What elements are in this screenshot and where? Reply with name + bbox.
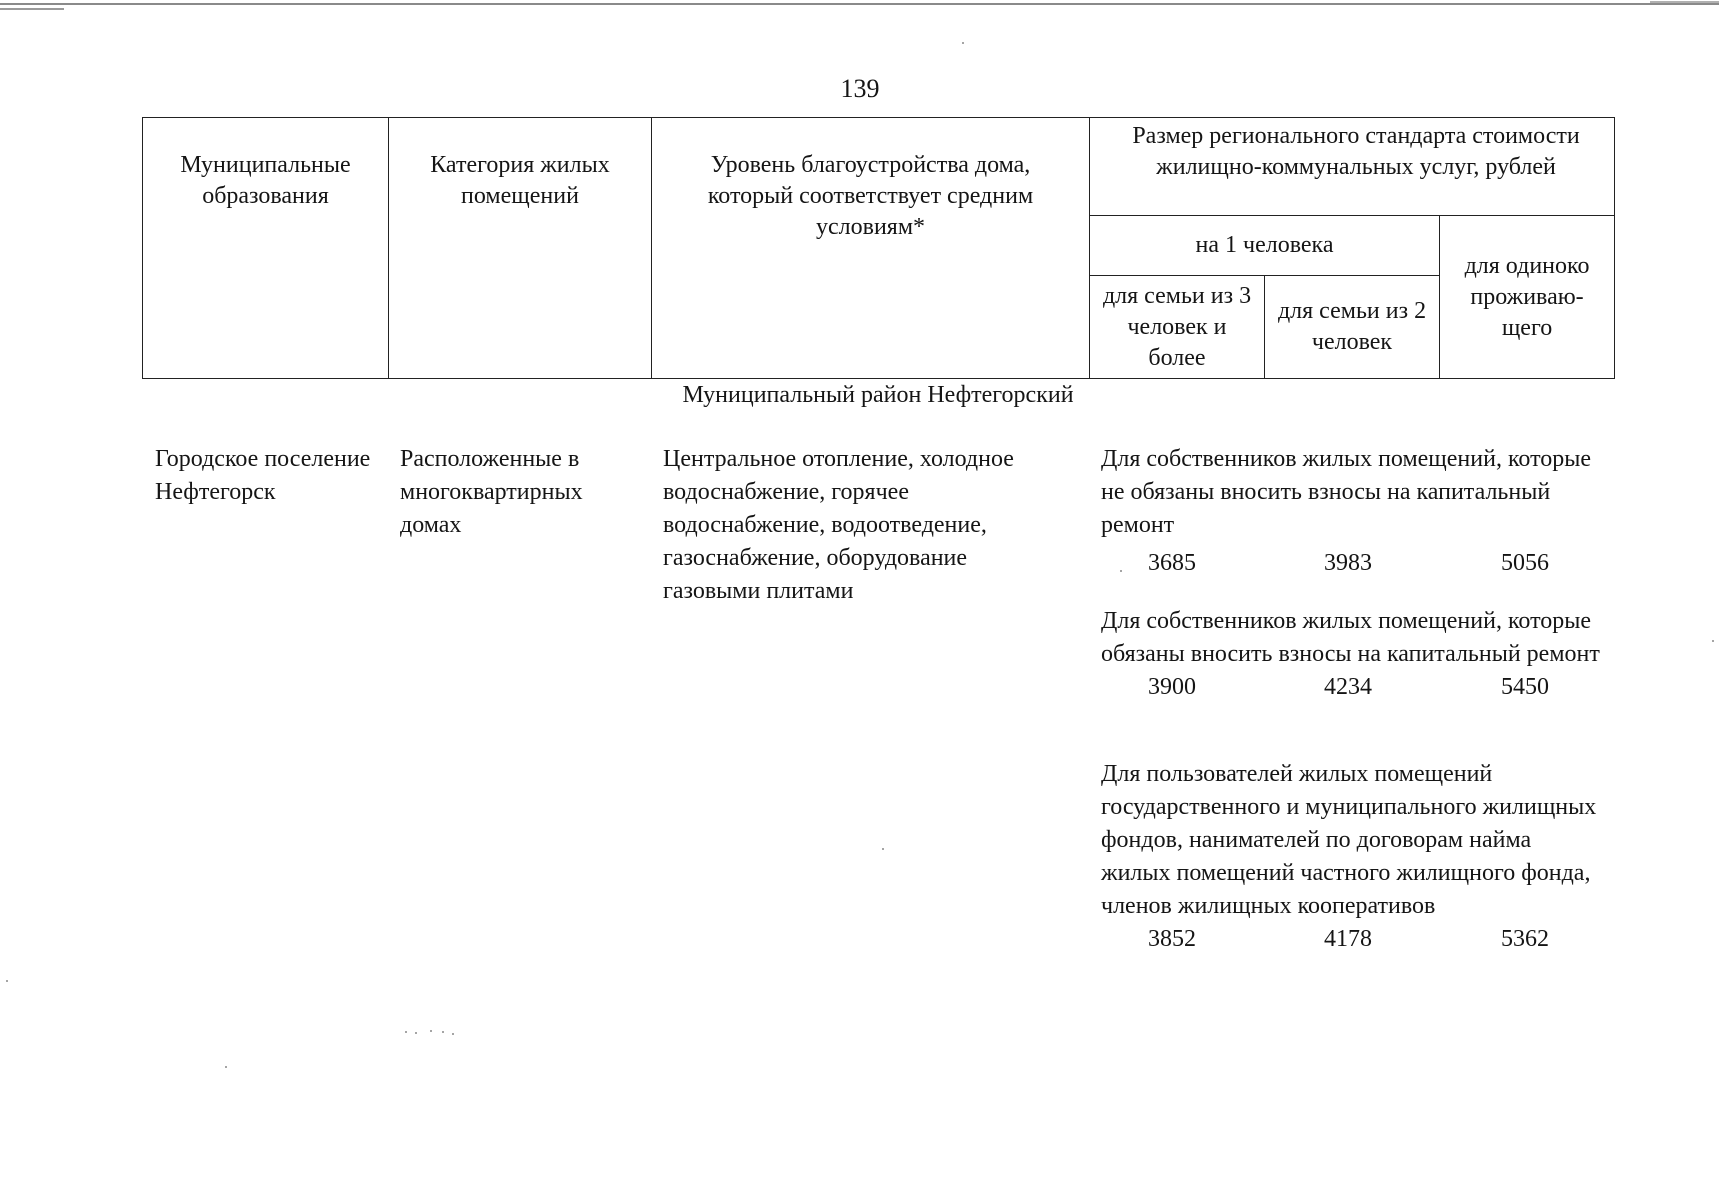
group-label: Для собственников жилых помещений, которые обязаны вносить взносы на капитальный ремонт [1101, 608, 1600, 667]
header-municipality: Муниципальные образования [143, 118, 389, 379]
header-per-person: на 1 человека [1090, 216, 1440, 276]
header-family-2: для семьи из 2 человек [1265, 276, 1440, 379]
header-table [142, 117, 1615, 379]
header-level: Уровень благоустройства дома, который соответствует средним условиям* [652, 118, 1090, 379]
scan-speck [452, 1033, 454, 1035]
scan-speck [405, 1031, 407, 1033]
value-family-3: 3852 [1148, 926, 1196, 952]
scan-speck [1712, 640, 1714, 642]
scan-speck [882, 848, 884, 850]
value-family-3: 3900 [1148, 674, 1196, 700]
scan-speck [430, 1030, 432, 1032]
group-label: Для пользователей жилых помещений государственного и муниципального жилищных фондов, нанимателей по договорам найма жилых помещений частного жилищного фонда, членов жилищных кооперативов [1101, 761, 1597, 919]
tenant-group [1101, 758, 1601, 956]
section-title: Муниципальный район Нефтегорский [682, 382, 1074, 408]
row-municipality: Городское поселение Нефтегорск [155, 446, 371, 505]
value-family-2: 4234 [1324, 674, 1372, 700]
header-standard: Размер регионального стандарта стоимости жилищно-коммунальных услуг, рублей [1090, 118, 1615, 216]
scan-edge-mark [0, 8, 64, 10]
owner-group-with-contribution [1101, 605, 1601, 704]
value-single: 5056 [1501, 550, 1549, 576]
values-row [1101, 671, 1601, 704]
scan-speck [442, 1031, 444, 1033]
value-family-3: 3685 [1148, 550, 1196, 576]
value-family-2: 4178 [1324, 926, 1372, 952]
scan-speck [6, 980, 8, 982]
header-family-3: для семьи из 3 человек и более [1090, 276, 1265, 379]
value-family-2: 3983 [1324, 550, 1372, 576]
scan-edge-mark [1650, 1, 1719, 3]
values-row [1101, 923, 1601, 956]
row-category: Расположенные в многоквартирных домах [400, 446, 583, 538]
header-category: Категория жилых помещений [389, 118, 652, 379]
header-single: для одиноко проживаю-щего [1440, 216, 1615, 379]
value-single: 5362 [1501, 926, 1549, 952]
scan-speck [225, 1066, 227, 1068]
group-label: Для собственников жилых помещений, которые не обязаны вносить взносы на капитальный ремонт [1101, 446, 1592, 538]
scan-edge-line [0, 3, 1719, 5]
scan-speck [415, 1032, 417, 1034]
scan-speck [962, 42, 964, 44]
value-single: 5450 [1501, 674, 1549, 700]
scan-speck [1120, 570, 1122, 572]
page-number: 139 [840, 74, 880, 103]
values-row [1101, 547, 1601, 580]
row-level: Центральное отопление, холодное водоснабжение, горячее водоснабжение, водоотведение, газоснабжение, оборудование газовыми плитами [663, 446, 1014, 604]
owner-group-no-contribution [1101, 443, 1601, 580]
